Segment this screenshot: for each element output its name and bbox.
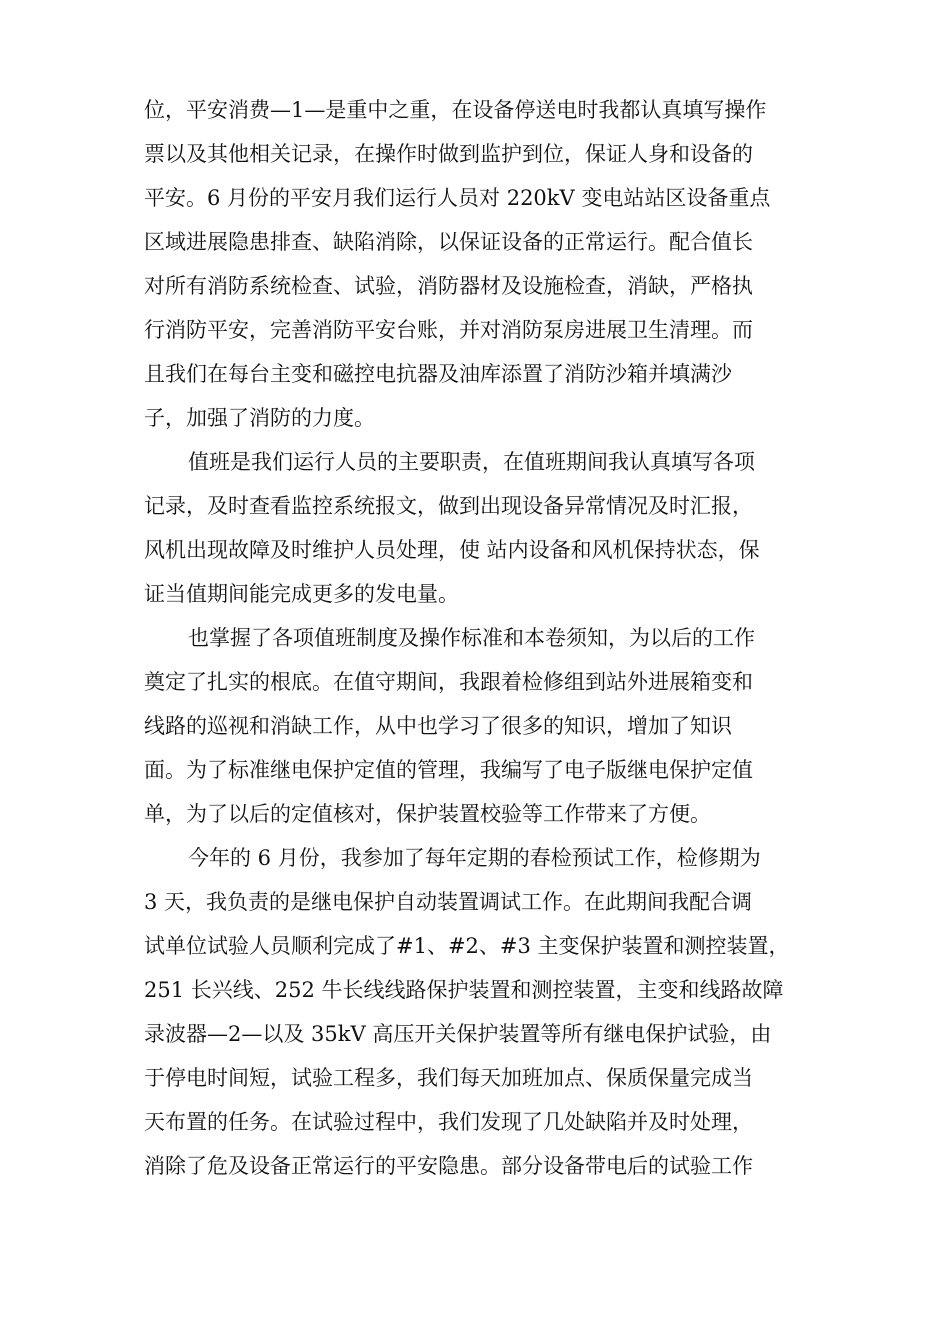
document-body [144, 88, 814, 1188]
text-line: 录波器—2—以及 35kV 高压开关保护装置等所有继电保护试验，由 [144, 1022, 772, 1046]
text-line: 消除了危及设备正常运行的平安隐患。部分设备带电后的试验工作 [144, 1154, 753, 1178]
text-line: 奠定了扎实的根底。在值守期间，我跟着检修组到站外进展箱变和 [144, 670, 753, 694]
text-line: 251 长兴线、252 牛长线线路保护装置和测控装置，主变和线路故障 [144, 978, 784, 1002]
text-line: 3 天，我负责的是继电保护自动装置调试工作。在此期间我配合调 [144, 890, 753, 914]
paragraph-2 [144, 440, 814, 616]
paragraph-1 [144, 88, 814, 440]
text-line: 记录，及时查看监控系统报文，做到出现设备异常情况及时汇报， [144, 494, 753, 518]
text-line: 行消防平安，完善消防平安台账，并对消防泵房进展卫生清理。而 [144, 318, 753, 342]
text-line: 区域进展隐患排查、缺陷消除，以保证设备的正常运行。配合值长 [144, 230, 753, 254]
text-line: 对所有消防系统检查、试验，消防器材及设施检查，消缺，严格执 [144, 274, 753, 298]
text-line: 值班是我们运行人员的主要职责，在值班期间我认真填写各项 [188, 450, 755, 474]
text-line: 风机出现故障及时维护人员处理，使 站内设备和风机保持状态，保 [144, 538, 760, 562]
paragraph-3 [144, 616, 814, 836]
text-line: 子，加强了消防的力度。 [144, 406, 375, 430]
paragraph-4 [144, 836, 814, 1188]
text-line: 今年的 6 月份，我参加了每年定期的春检预试工作，检修期为 [188, 846, 761, 870]
text-line: 于停电时间短，试验工程多，我们每天加班加点、保质保量完成当 [144, 1066, 753, 1090]
text-line: 线路的巡视和消缺工作，从中也学习了很多的知识，增加了知识 [144, 714, 732, 738]
text-line: 单，为了以后的定值核对，保护装置校验等工作带来了方便。 [144, 802, 711, 826]
text-line: 且我们在每台主变和磁控电抗器及油库添置了消防沙箱并填满沙 [144, 362, 732, 386]
text-line: 票以及其他相关记录，在操作时做到监护到位，保证人身和设备的 [144, 142, 753, 166]
text-line: 面。为了标准继电保护定值的管理，我编写了电子版继电保护定值 [144, 758, 753, 782]
text-line: 天布置的任务。在试验过程中，我们发现了几处缺陷并及时处理， [144, 1110, 753, 1134]
text-line: 平安。6 月份的平安月我们运行人员对 220kV 变电站站区设备重点 [144, 186, 771, 210]
text-line: 试单位试验人员顺利完成了#1、#2、#3 主变保护装置和测控装置， [144, 934, 790, 958]
text-line: 也掌握了各项值班制度及操作标准和本卷须知，为以后的工作 [188, 626, 755, 650]
text-line: 位，平安消费—1—是重中之重，在设备停送电时我都认真填写操作 [144, 98, 767, 122]
text-line: 证当值期间能完成更多的发电量。 [144, 582, 459, 606]
